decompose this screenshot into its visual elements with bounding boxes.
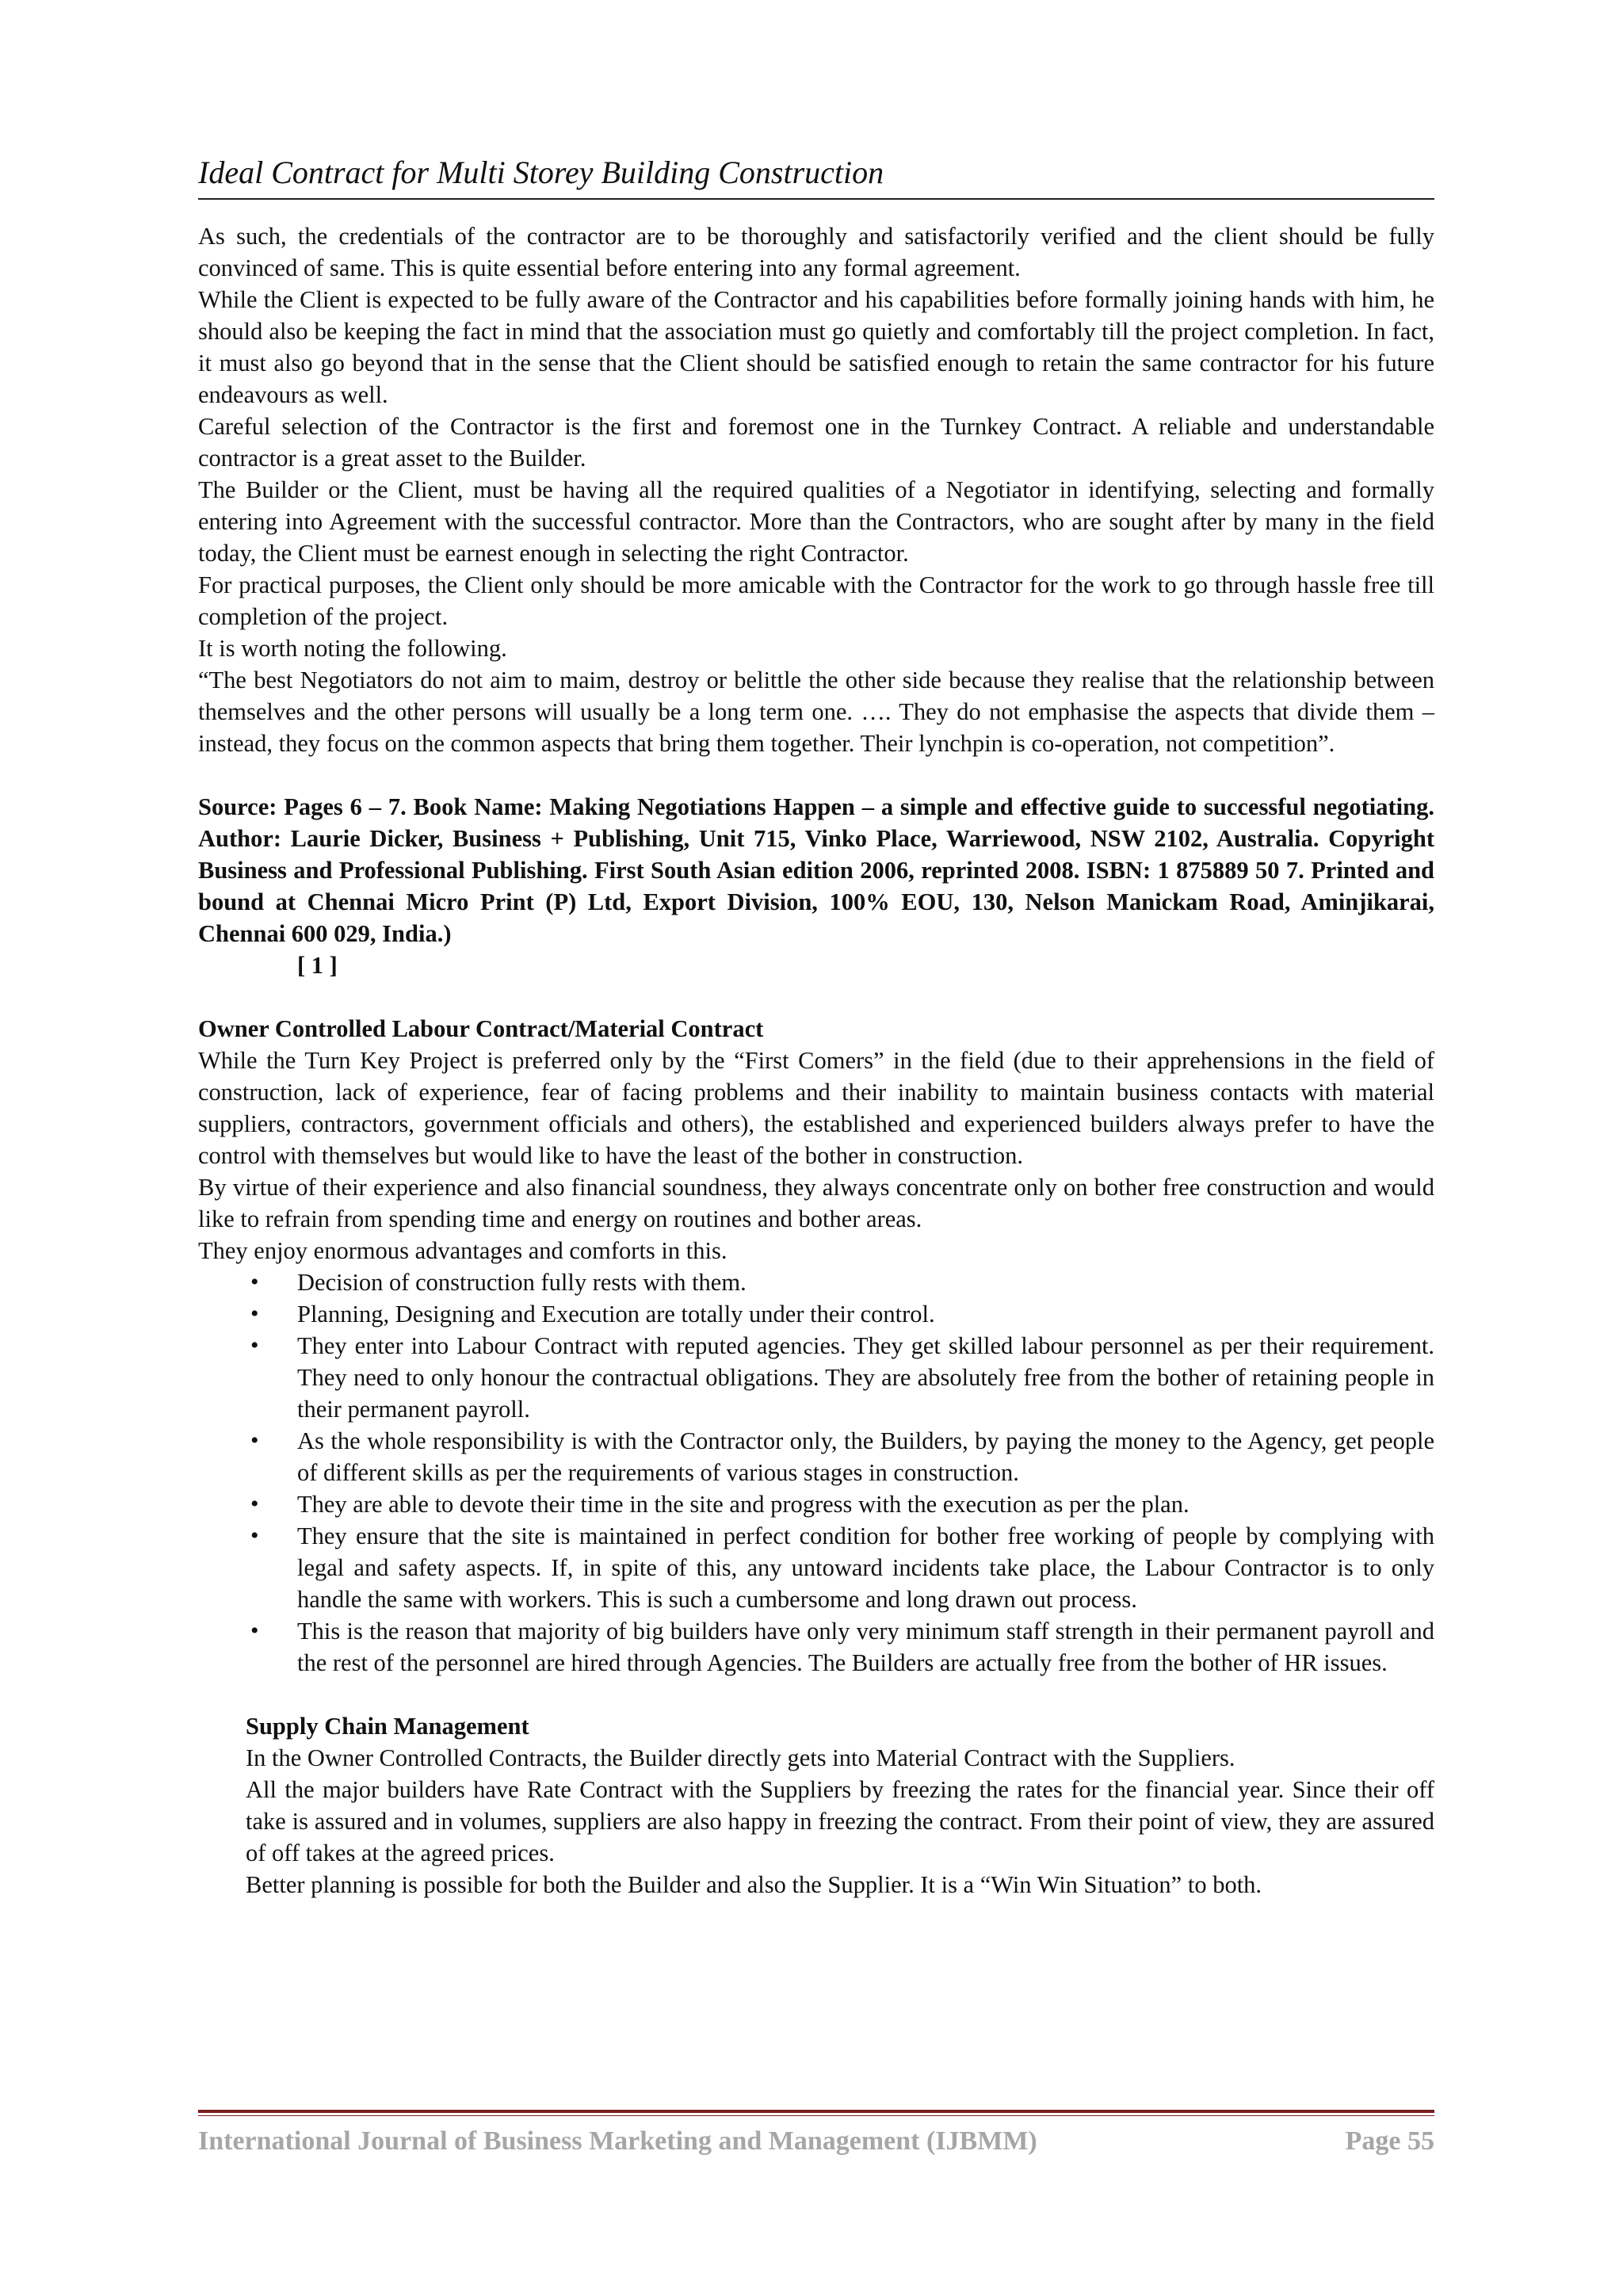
article-body	[198, 220, 1434, 1901]
section-heading-owner-controlled: Owner Controlled Labour Contract/Material Contract	[198, 1015, 764, 1042]
header-rule	[198, 198, 1434, 200]
list-item	[198, 1425, 1434, 1488]
bullet-icon: •	[250, 1269, 259, 1295]
supply-chain-section	[198, 1710, 1434, 1901]
quotation-paragraph: “The best Negotiators do not aim to maim, destroy or belittle the other side because they realise that the relationship between themselves and the other persons will usually be a long term one. …. They do not emphasise the aspects that divide them – instead, they focus on the common aspects that bring them together. Their lynchpin is co-operation, not competition”.	[198, 667, 1434, 757]
body-paragraph: While the Client is expected to be fully aware of the Contractor and his capabilities before formally joining hands with him, he should also be keeping the fact in mind that the association must go quietly and comfortably till the project completion. In fact, it must also go beyond that in the sense that the Client should be satisfied enough to retain the same contractor for his future endeavours as well.	[198, 286, 1434, 408]
body-paragraph: For practical purposes, the Client only should be more amicable with the Contractor for the work to go through hassle free till completion of the project.	[198, 571, 1434, 630]
spacer	[198, 1679, 1434, 1710]
list-item	[198, 1488, 1434, 1520]
list-item-text: They are able to devote their time in the site and progress with the execution as per the plan.	[297, 1491, 1190, 1518]
body-paragraph: Careful selection of the Contractor is the first and foremost one in the Turnkey Contract. A reliable and understandable contractor is a great asset to the Builder.	[198, 413, 1434, 472]
bullet-icon: •	[250, 1522, 259, 1549]
document-page	[198, 0, 1434, 2296]
section-heading-supply-chain: Supply Chain Management	[246, 1713, 529, 1740]
list-item-text: Planning, Designing and Execution are totally under their control.	[297, 1301, 935, 1328]
list-item	[198, 1615, 1434, 1679]
body-paragraph: All the major builders have Rate Contract with the Suppliers by freezing the rates for the financial year. Since their off take is assured and in volumes, suppliers are also happy in freezing the contract. From their point of view, they are assured of off takes at the agreed prices.	[246, 1776, 1434, 1866]
footer-journal-name: International Journal of Business Marketing and Management (IJBMM)	[198, 2126, 1037, 2156]
body-paragraph: As such, the credentials of the contractor are to be thoroughly and satisfactorily verified and the client should be fully convinced of same. This is quite essential before entering into any formal agreement.	[198, 223, 1434, 281]
body-paragraph: Better planning is possible for both the Builder and also the Supplier. It is a “Win Win Situation” to both.	[246, 1871, 1262, 1898]
bullet-icon: •	[250, 1427, 259, 1454]
list-item-text: As the whole responsibility is with the Contractor only, the Builders, by paying the money to the Agency, get people of different skills as per the requirements of various stages in construction.	[297, 1427, 1434, 1486]
list-item	[198, 1298, 1434, 1330]
body-paragraph: They enjoy enormous advantages and comforts in this.	[198, 1237, 727, 1264]
spacer	[198, 981, 1434, 1013]
list-item-text: This is the reason that majority of big builders have only very minimum staff strength in their permanent payroll and the rest of the personnel are hired through Agencies. The Builders are actually free from the bother of HR issues.	[297, 1618, 1434, 1676]
bullet-icon: •	[250, 1491, 259, 1517]
bullet-icon: •	[250, 1301, 259, 1327]
list-item-text: They ensure that the site is maintained in perfect condition for bother free working of people by complying with legal and safety aspects. If, in spite of this, any untoward incidents take place, the Labour Contractor is to only handle the same with workers. This is such a cumbersome and long drawn out process.	[297, 1522, 1434, 1613]
advantages-list	[198, 1266, 1434, 1679]
footer-page-number: Page 55	[1345, 2126, 1434, 2156]
footer-rule	[198, 2110, 1434, 2113]
source-citation: Source: Pages 6 – 7. Book Name: Making Negotiations Happen – a simple and effective guide to successful negotiating. Author: Laurie Dicker, Business + Publishing, Unit 715, Vinko Place, Warriewood, NSW 2102, Australia. Copyright Business and Professional Publishing. First South Asian edition 2006, reprinted 2008. ISBN: 1 875889 50 7. Printed and bound at Chennai Micro Print (P) Ltd, Export Division, 100% EOU, 130, Nelson Manickam Road, Aminjikarai, Chennai 600 029, India.)	[198, 793, 1434, 947]
running-header-title: Ideal Contract for Multi Storey Building Construction	[198, 155, 884, 190]
body-paragraph: By virtue of their experience and also financial soundness, they always concentrate only on bother free construction and would like to refrain from spending time and energy on routines and bother areas.	[198, 1174, 1434, 1232]
list-item-text: Decision of construction fully rests with them.	[297, 1269, 747, 1296]
spacer	[198, 759, 1434, 791]
footer-rule-thin	[198, 2115, 1434, 2116]
list-item	[198, 1520, 1434, 1615]
body-paragraph: It is worth noting the following.	[198, 635, 507, 662]
list-item-text: They enter into Labour Contract with reputed agencies. They get skilled labour personnel as per their requirement. They need to only honour the contractual obligations. They are absolutely free from the bother of retaining people in their permanent payroll.	[297, 1332, 1434, 1423]
reference-marker: [ 1 ]	[297, 952, 338, 979]
list-item	[198, 1330, 1434, 1425]
bullet-icon: •	[250, 1618, 259, 1644]
body-paragraph: In the Owner Controlled Contracts, the Builder directly gets into Material Contract with the Suppliers.	[246, 1744, 1235, 1771]
bullet-icon: •	[250, 1332, 259, 1358]
body-paragraph: The Builder or the Client, must be having all the required qualities of a Negotiator in identifying, selecting and formally entering into Agreement with the successful contractor. More than the Contractors, who are sought after by many in the field today, the Client must be earnest enough in selecting the right Contractor.	[198, 476, 1434, 567]
body-paragraph: While the Turn Key Project is preferred only by the “First Comers” in the field (due to their apprehensions in the field of construction, lack of experience, fear of facing problems and their inability to maintain business contacts with material suppliers, contractors, government officials and others), the established and experienced builders always prefer to have the control with themselves but would like to have the least of the bother in construction.	[198, 1047, 1434, 1169]
list-item	[198, 1266, 1434, 1298]
